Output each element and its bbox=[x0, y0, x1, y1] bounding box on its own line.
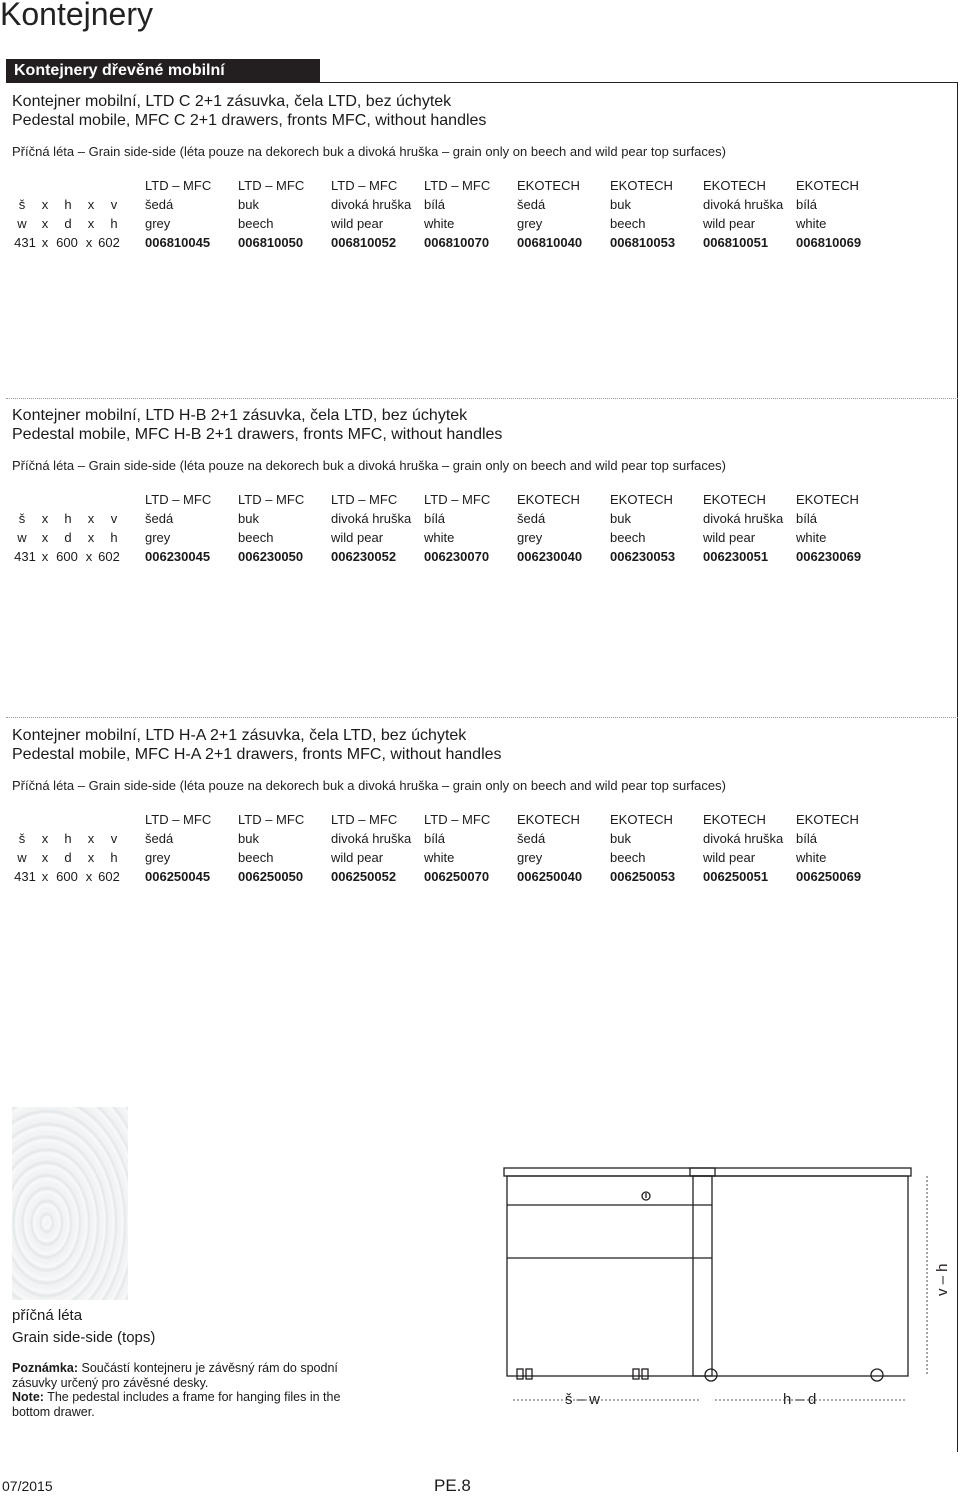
color-en: wild pear bbox=[331, 530, 384, 545]
section-title: Kontejnery dřevěné mobilní bbox=[14, 62, 225, 79]
color-en: white bbox=[796, 850, 827, 865]
material-label: EKOTECH bbox=[796, 178, 859, 193]
material-label: EKOTECH bbox=[703, 812, 766, 827]
color-en: grey bbox=[145, 530, 171, 545]
product-code: 006250040 bbox=[517, 869, 583, 884]
color-en: beech bbox=[610, 850, 646, 865]
dimension-token: x bbox=[41, 235, 49, 250]
dimension-row bbox=[12, 530, 124, 545]
color-en: beech bbox=[238, 530, 274, 545]
note-label-en: Note: bbox=[12, 1390, 44, 1404]
dimension-token: x bbox=[87, 216, 95, 231]
dimension-token: x bbox=[85, 235, 93, 250]
dimension-token: 602 bbox=[98, 235, 120, 250]
product-code: 006810052 bbox=[331, 235, 397, 250]
dimension-token: x bbox=[85, 869, 93, 884]
material-label: LTD – MFC bbox=[424, 178, 491, 193]
dimension-token: d bbox=[64, 530, 72, 545]
dimension-label-depth: h – d bbox=[783, 1391, 817, 1408]
product-code: 006230040 bbox=[517, 549, 583, 564]
dimension-token: 602 bbox=[98, 869, 120, 884]
color-cz: divoká hruška bbox=[331, 197, 412, 212]
color-en: wild pear bbox=[703, 216, 756, 231]
material-label: EKOTECH bbox=[517, 812, 580, 827]
color-en: wild pear bbox=[703, 530, 756, 545]
dimension-row bbox=[12, 511, 124, 526]
dimension-token: w bbox=[17, 850, 27, 865]
grain-caption-en: Grain side-side (tops) bbox=[12, 1329, 156, 1346]
section-divider bbox=[6, 398, 958, 399]
color-cz: divoká hruška bbox=[703, 197, 784, 212]
grain-note: Příčná léta – Grain side-side (léta pouze na dekorech buk a divoká hruška – grain only on beech and wild pear top surfaces) bbox=[12, 778, 726, 793]
dimension-token: d bbox=[64, 850, 72, 865]
dimension-token: x bbox=[87, 511, 95, 526]
dimension-token: 600 bbox=[56, 235, 78, 250]
product-code: 006250053 bbox=[610, 869, 676, 884]
color-en: white bbox=[424, 850, 455, 865]
color-en: beech bbox=[238, 216, 274, 231]
color-cz: buk bbox=[238, 831, 259, 846]
dimension-row bbox=[12, 235, 122, 250]
color-cz: buk bbox=[610, 511, 631, 526]
dimension-token: 600 bbox=[56, 869, 78, 884]
color-cz: bílá bbox=[796, 511, 817, 526]
color-cz: divoká hruška bbox=[703, 831, 784, 846]
material-label: LTD – MFC bbox=[331, 492, 398, 507]
grain-sample-image bbox=[12, 1107, 128, 1300]
dimension-label-width: š – w bbox=[565, 1391, 601, 1408]
front-top-board bbox=[504, 1168, 715, 1176]
material-label: LTD – MFC bbox=[331, 178, 398, 193]
product-title-cz: Kontejner mobilní, LTD H-A 2+1 zásuvka, čela LTD, bez úchytek bbox=[12, 727, 467, 744]
color-en: wild pear bbox=[703, 850, 756, 865]
note-text-en: The pedestal includes a frame for hanging files in the bottom drawer. bbox=[12, 1390, 341, 1419]
product-title-en: Pedestal mobile, MFC H-A 2+1 drawers, fronts MFC, without handles bbox=[12, 746, 502, 763]
color-cz: buk bbox=[610, 197, 631, 212]
product-title-en: Pedestal mobile, MFC H-B 2+1 drawers, fronts MFC, without handles bbox=[12, 426, 503, 443]
color-cz: šedá bbox=[145, 197, 174, 212]
dimension-row bbox=[12, 850, 124, 865]
color-en: beech bbox=[238, 850, 274, 865]
product-code: 006810051 bbox=[703, 235, 769, 250]
dimension-token: 431 bbox=[14, 235, 36, 250]
dimension-token: x bbox=[41, 869, 49, 884]
product-code: 006810045 bbox=[145, 235, 211, 250]
color-cz: buk bbox=[238, 511, 259, 526]
grain-note: Příčná léta – Grain side-side (léta pouze na dekorech buk a divoká hruška – grain only on beech and wild pear top surfaces) bbox=[12, 144, 726, 159]
page-title: Kontejnery bbox=[0, 0, 153, 32]
dimension-token: x bbox=[41, 831, 49, 846]
product-code: 006230069 bbox=[796, 549, 862, 564]
material-label: EKOTECH bbox=[796, 812, 859, 827]
color-cz: bílá bbox=[796, 831, 817, 846]
frame-top-rule bbox=[6, 82, 958, 83]
color-en: beech bbox=[610, 530, 646, 545]
dimension-token: 602 bbox=[98, 549, 120, 564]
product-code: 006230050 bbox=[238, 549, 304, 564]
material-label: LTD – MFC bbox=[424, 492, 491, 507]
dimension-row bbox=[12, 216, 124, 231]
color-cz: divoká hruška bbox=[331, 831, 412, 846]
dimension-token: v bbox=[110, 831, 118, 846]
color-en: wild pear bbox=[331, 850, 384, 865]
material-label: LTD – MFC bbox=[238, 492, 305, 507]
side-top-board bbox=[690, 1168, 911, 1176]
footer-date: 07/2015 bbox=[2, 1478, 53, 1494]
material-label: LTD – MFC bbox=[145, 178, 212, 193]
color-cz: buk bbox=[238, 197, 259, 212]
frame-right-rule bbox=[957, 82, 958, 1452]
dimension-token: x bbox=[41, 850, 49, 865]
dimension-row bbox=[12, 869, 122, 884]
dimension-token: x bbox=[87, 530, 95, 545]
color-en: white bbox=[424, 530, 455, 545]
material-label: LTD – MFC bbox=[424, 812, 491, 827]
section-divider bbox=[6, 717, 958, 718]
color-en: grey bbox=[517, 530, 543, 545]
dimension-label-height: v – h bbox=[934, 1263, 951, 1296]
product-code: 006230070 bbox=[424, 549, 490, 564]
color-cz: buk bbox=[610, 831, 631, 846]
product-code: 006810070 bbox=[424, 235, 490, 250]
dimension-token: v bbox=[110, 511, 118, 526]
pedestal-drawing bbox=[495, 1158, 955, 1418]
material-label: EKOTECH bbox=[610, 178, 673, 193]
dimension-token: x bbox=[41, 530, 49, 545]
product-title-en: Pedestal mobile, MFC C 2+1 drawers, fronts MFC, without handles bbox=[12, 112, 487, 129]
note bbox=[12, 1361, 372, 1419]
dimension-token: h bbox=[64, 831, 72, 846]
product-code: 006250045 bbox=[145, 869, 211, 884]
grain-note: Příčná léta – Grain side-side (léta pouze na dekorech buk a divoká hruška – grain only on beech and wild pear top surfaces) bbox=[12, 458, 726, 473]
material-label: EKOTECH bbox=[517, 178, 580, 193]
dimension-token: 431 bbox=[14, 869, 36, 884]
material-label: EKOTECH bbox=[517, 492, 580, 507]
product-code: 006250070 bbox=[424, 869, 490, 884]
material-label: LTD – MFC bbox=[145, 812, 212, 827]
dimension-token: h bbox=[110, 216, 118, 231]
grain-caption-cz: příčná léta bbox=[12, 1307, 83, 1324]
dimension-token: h bbox=[64, 511, 72, 526]
dimension-token: v bbox=[110, 197, 118, 212]
dimension-token: x bbox=[85, 549, 93, 564]
color-cz: bílá bbox=[424, 511, 445, 526]
color-cz: šedá bbox=[145, 511, 174, 526]
material-label: LTD – MFC bbox=[238, 812, 305, 827]
color-cz: bílá bbox=[424, 831, 445, 846]
product-code: 006230051 bbox=[703, 549, 769, 564]
note-text-cz: Součástí kontejneru je závěsný rám do spodní zásuvky určený pro závěsné desky. bbox=[12, 1361, 338, 1390]
color-cz: bílá bbox=[424, 197, 445, 212]
product-code: 006230045 bbox=[145, 549, 211, 564]
dimension-token: w bbox=[17, 216, 27, 231]
dimension-row bbox=[12, 831, 124, 846]
color-en: beech bbox=[610, 216, 646, 231]
dimension-token: x bbox=[87, 850, 95, 865]
dimension-token: h bbox=[64, 197, 72, 212]
dimension-token: x bbox=[41, 197, 49, 212]
side-body bbox=[693, 1176, 908, 1376]
dimension-token: š bbox=[18, 831, 26, 846]
dimension-row bbox=[12, 197, 124, 212]
material-label: EKOTECH bbox=[703, 178, 766, 193]
dimension-row bbox=[12, 549, 122, 564]
color-cz: šedá bbox=[145, 831, 174, 846]
dimension-token: d bbox=[64, 216, 72, 231]
dimension-token: š bbox=[18, 511, 26, 526]
color-cz: divoká hruška bbox=[331, 511, 412, 526]
color-cz: šedá bbox=[517, 197, 546, 212]
color-en: wild pear bbox=[331, 216, 384, 231]
note-label-cz: Poznámka: bbox=[12, 1361, 78, 1375]
dimension-token: h bbox=[110, 530, 118, 545]
color-cz: šedá bbox=[517, 831, 546, 846]
dimension-token: x bbox=[41, 511, 49, 526]
color-cz: šedá bbox=[517, 511, 546, 526]
product-title-cz: Kontejner mobilní, LTD H-B 2+1 zásuvka, čela LTD, bez úchytek bbox=[12, 407, 468, 424]
dimension-token: w bbox=[17, 530, 27, 545]
front-body bbox=[507, 1176, 712, 1376]
section-header bbox=[6, 59, 320, 83]
dimension-token: 600 bbox=[56, 549, 78, 564]
material-label: LTD – MFC bbox=[145, 492, 212, 507]
color-cz: divoká hruška bbox=[703, 511, 784, 526]
color-en: white bbox=[796, 216, 827, 231]
material-label: EKOTECH bbox=[610, 492, 673, 507]
color-cz: bílá bbox=[796, 197, 817, 212]
color-en: grey bbox=[145, 850, 171, 865]
product-code: 006810050 bbox=[238, 235, 304, 250]
color-en: white bbox=[796, 530, 827, 545]
color-en: grey bbox=[145, 216, 171, 231]
product-code: 006250050 bbox=[238, 869, 304, 884]
dimension-token: x bbox=[87, 831, 95, 846]
dimension-token: š bbox=[18, 197, 26, 212]
dimension-token: 431 bbox=[14, 549, 36, 564]
product-code: 006230053 bbox=[610, 549, 676, 564]
product-title-cz: Kontejner mobilní, LTD C 2+1 zásuvka, čela LTD, bez úchytek bbox=[12, 93, 452, 110]
dimension-token: h bbox=[110, 850, 118, 865]
product-code: 006810069 bbox=[796, 235, 862, 250]
dimension-token: x bbox=[41, 549, 49, 564]
product-code: 006810053 bbox=[610, 235, 676, 250]
product-code: 006250069 bbox=[796, 869, 862, 884]
color-en: white bbox=[424, 216, 455, 231]
footer-page-number: PE.8 bbox=[434, 1476, 471, 1495]
product-code: 006250052 bbox=[331, 869, 397, 884]
material-label: EKOTECH bbox=[610, 812, 673, 827]
color-en: grey bbox=[517, 216, 543, 231]
product-code: 006250051 bbox=[703, 869, 769, 884]
material-label: LTD – MFC bbox=[331, 812, 398, 827]
color-en: grey bbox=[517, 850, 543, 865]
dimension-token: x bbox=[41, 216, 49, 231]
material-label: EKOTECH bbox=[703, 492, 766, 507]
dimension-token: x bbox=[87, 197, 95, 212]
product-code: 006230052 bbox=[331, 549, 397, 564]
material-label: EKOTECH bbox=[796, 492, 859, 507]
product-code: 006810040 bbox=[517, 235, 583, 250]
material-label: LTD – MFC bbox=[238, 178, 305, 193]
